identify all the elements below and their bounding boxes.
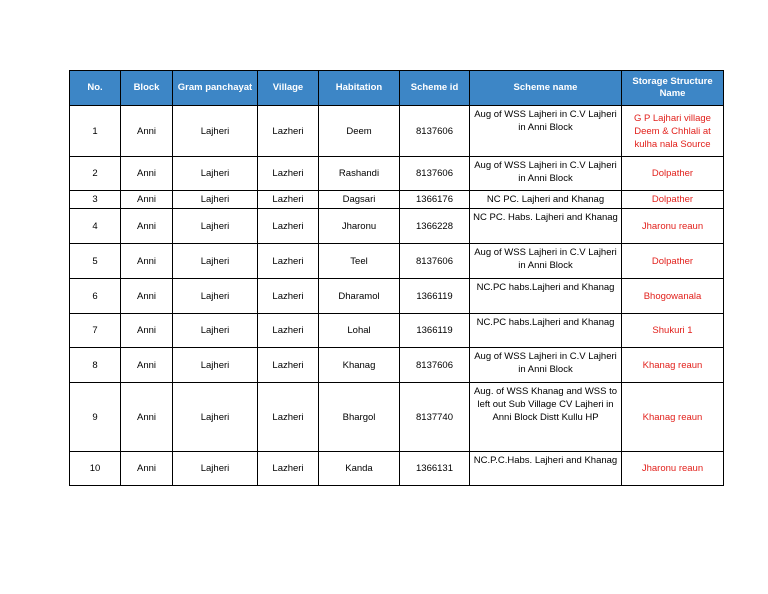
cell-habitation: Rashandi [319, 157, 400, 191]
cell-storage-structure: Khanag reaun [622, 348, 724, 383]
table-row [70, 452, 724, 486]
cell-scheme-name: NC.P.C.Habs. Lajheri and Khanag [470, 452, 622, 486]
cell-scheme-name: NC PC. Habs. Lajheri and Khanag [470, 209, 622, 244]
cell-storage-structure: Khanag reaun [622, 383, 724, 452]
cell-scheme-id: 1366176 [400, 191, 470, 209]
cell-scheme-id: 1366119 [400, 314, 470, 348]
header-scheme-id: Scheme id [400, 71, 470, 106]
cell-storage-structure: Dolpather [622, 244, 724, 279]
cell-village: Lazheri [258, 314, 319, 348]
table-header-row [70, 71, 724, 106]
cell-scheme-id: 1366228 [400, 209, 470, 244]
cell-scheme-name: NC PC. Lajheri and Khanag [470, 191, 622, 209]
cell-storage-structure: Jharonu reaun [622, 209, 724, 244]
cell-gram-panchayat: Lajheri [173, 191, 258, 209]
cell-village: Lazheri [258, 106, 319, 157]
cell-scheme-name: Aug of WSS Lajheri in C.V Lajheri in Anni Block [470, 348, 622, 383]
cell-block: Anni [121, 383, 173, 452]
cell-scheme-name: NC.PC habs.Lajheri and Khanag [470, 314, 622, 348]
cell-village: Lazheri [258, 383, 319, 452]
table-row [70, 348, 724, 383]
cell-block: Anni [121, 209, 173, 244]
table-row [70, 314, 724, 348]
cell-block: Anni [121, 244, 173, 279]
cell-habitation: Deem [319, 106, 400, 157]
cell-scheme-name: Aug of WSS Lajheri in C.V Lajheri in Anni Block [470, 244, 622, 279]
cell-gram-panchayat: Lajheri [173, 106, 258, 157]
cell-storage-structure: Bhogowanala [622, 279, 724, 314]
header-habitation: Habitation [319, 71, 400, 106]
cell-gram-panchayat: Lajheri [173, 452, 258, 486]
cell-gram-panchayat: Lajheri [173, 314, 258, 348]
cell-gram-panchayat: Lajheri [173, 383, 258, 452]
table-row [70, 279, 724, 314]
cell-habitation: Bhargol [319, 383, 400, 452]
cell-no: 8 [70, 348, 121, 383]
cell-scheme-name: NC.PC habs.Lajheri and Khanag [470, 279, 622, 314]
cell-gram-panchayat: Lajheri [173, 279, 258, 314]
cell-storage-structure: Dolpather [622, 191, 724, 209]
cell-village: Lazheri [258, 209, 319, 244]
cell-no: 3 [70, 191, 121, 209]
cell-scheme-id: 8137740 [400, 383, 470, 452]
cell-scheme-name: Aug of WSS Lajheri in C.V Lajheri in Anni Block [470, 106, 622, 157]
cell-block: Anni [121, 279, 173, 314]
table-row [70, 244, 724, 279]
cell-storage-structure: G P Lajhari village Deem & Chhlali at kulha nala Source [622, 106, 724, 157]
cell-scheme-id: 8137606 [400, 106, 470, 157]
cell-block: Anni [121, 452, 173, 486]
cell-village: Lazheri [258, 244, 319, 279]
schemes-table [69, 70, 724, 486]
header-scheme-name: Scheme name [470, 71, 622, 106]
cell-block: Anni [121, 106, 173, 157]
cell-scheme-id: 1366131 [400, 452, 470, 486]
cell-scheme-id: 8137606 [400, 348, 470, 383]
cell-no: 6 [70, 279, 121, 314]
cell-storage-structure: Shukuri 1 [622, 314, 724, 348]
cell-village: Lazheri [258, 191, 319, 209]
cell-gram-panchayat: Lajheri [173, 157, 258, 191]
cell-no: 5 [70, 244, 121, 279]
cell-no: 7 [70, 314, 121, 348]
cell-habitation: Kanda [319, 452, 400, 486]
header-village: Village [258, 71, 319, 106]
cell-no: 4 [70, 209, 121, 244]
cell-scheme-id: 8137606 [400, 157, 470, 191]
table-row [70, 157, 724, 191]
cell-village: Lazheri [258, 348, 319, 383]
table-row [70, 209, 724, 244]
cell-habitation: Dharamol [319, 279, 400, 314]
table-row [70, 383, 724, 452]
cell-village: Lazheri [258, 452, 319, 486]
cell-no: 2 [70, 157, 121, 191]
table-row [70, 191, 724, 209]
cell-block: Anni [121, 191, 173, 209]
cell-block: Anni [121, 348, 173, 383]
cell-scheme-name: Aug of WSS Lajheri in C.V Lajheri in Anni Block [470, 157, 622, 191]
cell-village: Lazheri [258, 279, 319, 314]
cell-block: Anni [121, 157, 173, 191]
cell-no: 1 [70, 106, 121, 157]
cell-no: 10 [70, 452, 121, 486]
cell-block: Anni [121, 314, 173, 348]
cell-habitation: Jharonu [319, 209, 400, 244]
cell-gram-panchayat: Lajheri [173, 209, 258, 244]
cell-no: 9 [70, 383, 121, 452]
cell-habitation: Lohal [319, 314, 400, 348]
cell-storage-structure: Dolpather [622, 157, 724, 191]
cell-habitation: Khanag [319, 348, 400, 383]
table-row [70, 106, 724, 157]
header-block: Block [121, 71, 173, 106]
cell-habitation: Dagsari [319, 191, 400, 209]
cell-habitation: Teel [319, 244, 400, 279]
cell-gram-panchayat: Lajheri [173, 348, 258, 383]
header-gram-panchayat: Gram panchayat [173, 71, 258, 106]
header-storage-structure-name: Storage Structure Name [622, 71, 724, 106]
cell-storage-structure: Jharonu reaun [622, 452, 724, 486]
cell-gram-panchayat: Lajheri [173, 244, 258, 279]
cell-scheme-id: 1366119 [400, 279, 470, 314]
cell-scheme-name: Aug. of WSS Khanag and WSS to left out Sub Village CV Lajheri in Anni Block Distt Kullu HP [470, 383, 622, 452]
cell-scheme-id: 8137606 [400, 244, 470, 279]
cell-village: Lazheri [258, 157, 319, 191]
header-no: No. [70, 71, 121, 106]
